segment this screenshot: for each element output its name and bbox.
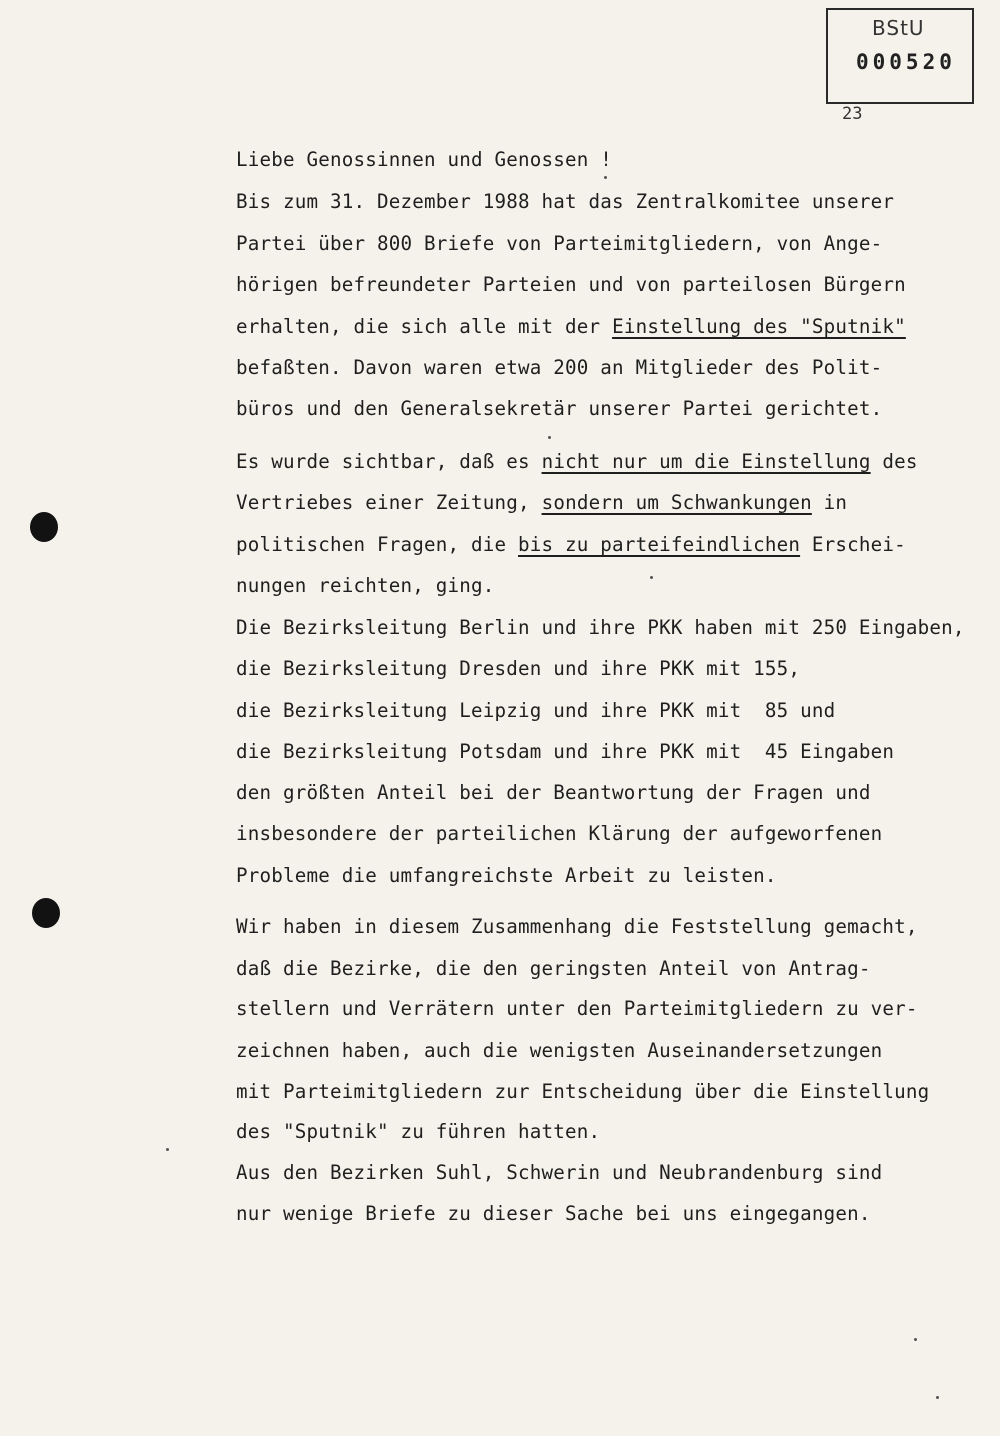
punch-hole-lower [32,898,60,928]
punch-hole-upper [30,512,58,542]
stamp-document-number: 000520 [856,50,956,74]
text-line [236,315,906,339]
text-line: nur wenige Briefe zu dieser Sache bei uns eingegangen. [236,1202,871,1225]
speck [650,576,653,579]
text-segment: in [811,491,848,514]
text-line: befaßten. Davon waren etwa 200 an Mitglieder des Polit- [236,356,883,379]
text-line: stellern und Verrätern unter den Parteimitgliedern zu ver- [236,997,918,1020]
speck [166,1148,169,1151]
speck [604,176,607,179]
text-segment: Es wurde sichtbar, daß es [236,450,542,473]
text-line: die Bezirksleitung Potsdam und ihre PKK mit 45 Eingaben [236,740,895,763]
text-segment: des [870,450,918,473]
underlined-phrase: Einstellung des "Sputnik" [612,315,906,338]
text-line: nungen reichten, ging. [236,574,495,597]
text-line: Aus den Bezirken Suhl, Schwerin und Neubrandenburg sind [236,1161,883,1184]
text-line: des "Sputnik" zu führen hatten. [236,1120,601,1143]
text-line: insbesondere der parteilichen Klärung der aufgeworfenen [236,822,883,845]
speck [548,436,551,439]
speck [936,1396,939,1399]
underlined-phrase: nicht nur um die Einstellung [541,450,871,473]
page-number: 23 [842,104,863,124]
text-line: Wir haben in diesem Zusammenhang die Feststellung gemacht, [236,915,918,938]
text-segment: politischen Fragen, die [236,533,519,556]
text-line: Partei über 800 Briefe von Parteimitgliedern, von Ange- [236,232,883,255]
text-segment: Erschei- [800,533,906,556]
underlined-phrase: bis zu parteifeindlichen [518,533,801,556]
text-line: Bis zum 31. Dezember 1988 hat das Zentralkomitee unserer [236,190,895,213]
text-line [236,491,847,515]
text-line: daß die Bezirke, die den geringsten Anteil von Antrag- [236,957,871,980]
salutation: Liebe Genossinnen und Genossen ! [236,148,613,171]
archive-stamp [826,8,974,104]
text-line: Probleme die umfangreichste Arbeit zu leisten. [236,864,777,887]
text-line: hörigen befreundeter Parteien und von parteilosen Bürgern [236,273,906,296]
text-line: zeichnen haben, auch die wenigsten Auseinandersetzungen [236,1039,883,1062]
text-line: Die Bezirksleitung Berlin und ihre PKK haben mit 250 Eingaben, [236,616,965,639]
stamp-archive-label: BStU [872,16,925,40]
text-line: den größten Anteil bei der Beantwortung der Fragen und [236,781,871,804]
speck [914,1338,917,1341]
text-line: die Bezirksleitung Leipzig und ihre PKK mit 85 und [236,699,836,722]
text-line: die Bezirksleitung Dresden und ihre PKK mit 155, [236,657,801,680]
text-line [236,450,918,474]
text-segment: Vertriebes einer Zeitung, [236,491,542,514]
text-line [236,533,906,557]
text-line: mit Parteimitgliedern zur Entscheidung über die Einstellung [236,1080,930,1103]
text-line: büros und den Generalsekretär unserer Partei gerichtet. [236,397,883,420]
text-segment: erhalten, die sich alle mit der [236,315,613,338]
underlined-phrase: sondern um Schwankungen [541,491,812,514]
